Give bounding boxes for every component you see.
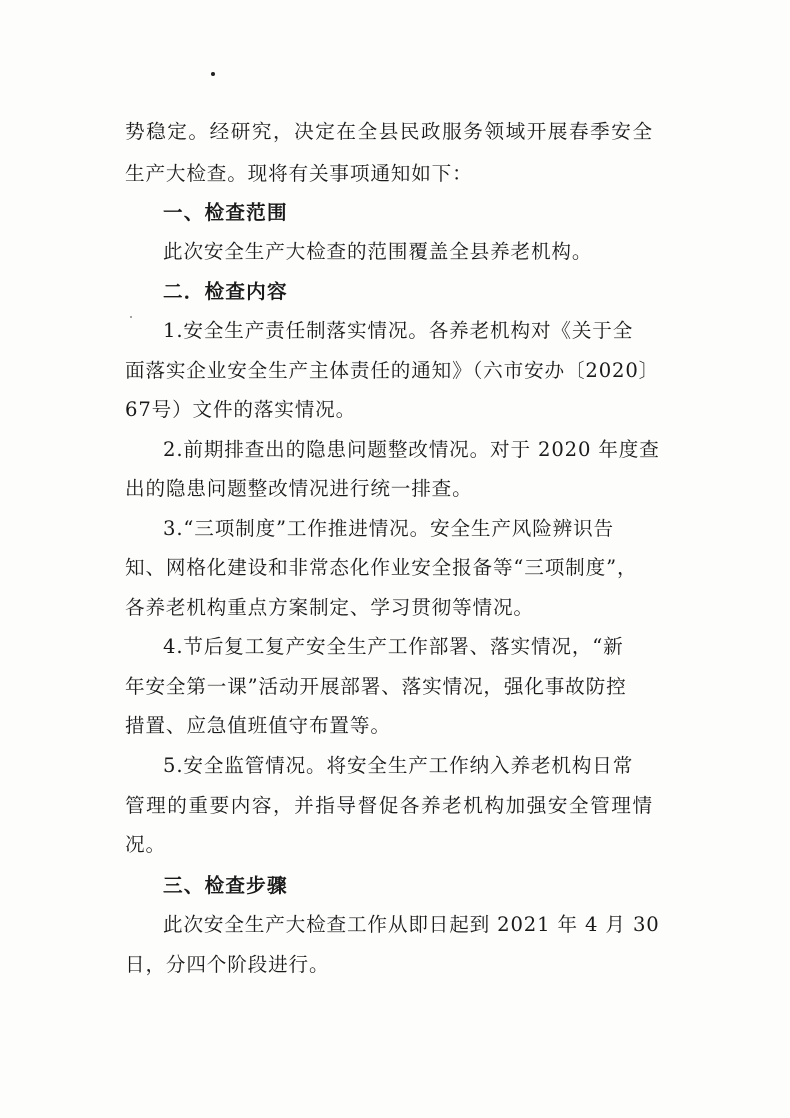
- body-line: 2.前期排查出的隐患问题整改情况。对于 2020 年度查: [163, 438, 660, 461]
- body-line: 面落实企业安全生产主体责任的通知》（六市安办〔2020〕: [125, 359, 660, 382]
- scan-dot: [211, 72, 215, 76]
- scan-speck: [130, 316, 132, 318]
- body-line: 生产大检查。现将有关事项通知如下：: [125, 162, 473, 185]
- body-line: 年安全第一课”活动开展部署、落实情况，强化事故防控: [125, 675, 627, 698]
- body-line: 4.节后复工复产安全生产工作部署、落实情况，“新: [163, 635, 624, 658]
- body-line: 1.安全生产责任制落实情况。各养老机构对《关于全: [163, 319, 634, 342]
- body-line: 各养老机构重点方案制定、学习贯彻等情况。: [125, 596, 534, 619]
- body-line: 5.安全监管情况。将安全生产工作纳入养老机构日常: [163, 754, 634, 777]
- section-heading-steps: 三、检查步骤: [163, 874, 288, 897]
- body-line: 知、网格化建设和非常态化作业安全报备等“三项制度”，: [125, 556, 638, 579]
- body-line: 管理的重要内容，并指导督促各养老机构加强安全管理情: [125, 794, 654, 817]
- body-line: 势稳定。经研究，决定在全县民政服务领域开展春季安全: [125, 120, 654, 143]
- body-line: 此次安全生产大检查的范围覆盖全县养老机构。: [163, 240, 593, 263]
- body-line: 措置、应急值班值守布置等。: [125, 714, 391, 737]
- body-line: 67号）文件的落实情况。: [125, 398, 357, 421]
- body-line: 日，分四个阶段进行。: [125, 953, 330, 976]
- section-heading-content: 二．检查内容: [163, 280, 288, 303]
- body-line: 3.“三项制度”工作推进情况。安全生产风险辨识告: [163, 517, 615, 540]
- section-heading-scope: 一、检查范围: [163, 201, 288, 224]
- body-line: 出的隐患问题整改情况进行统一排查。: [125, 477, 473, 500]
- body-line: 此次安全生产大检查工作从即日起到 2021 年 4 月 30: [163, 913, 660, 936]
- body-line: 况。: [125, 833, 166, 856]
